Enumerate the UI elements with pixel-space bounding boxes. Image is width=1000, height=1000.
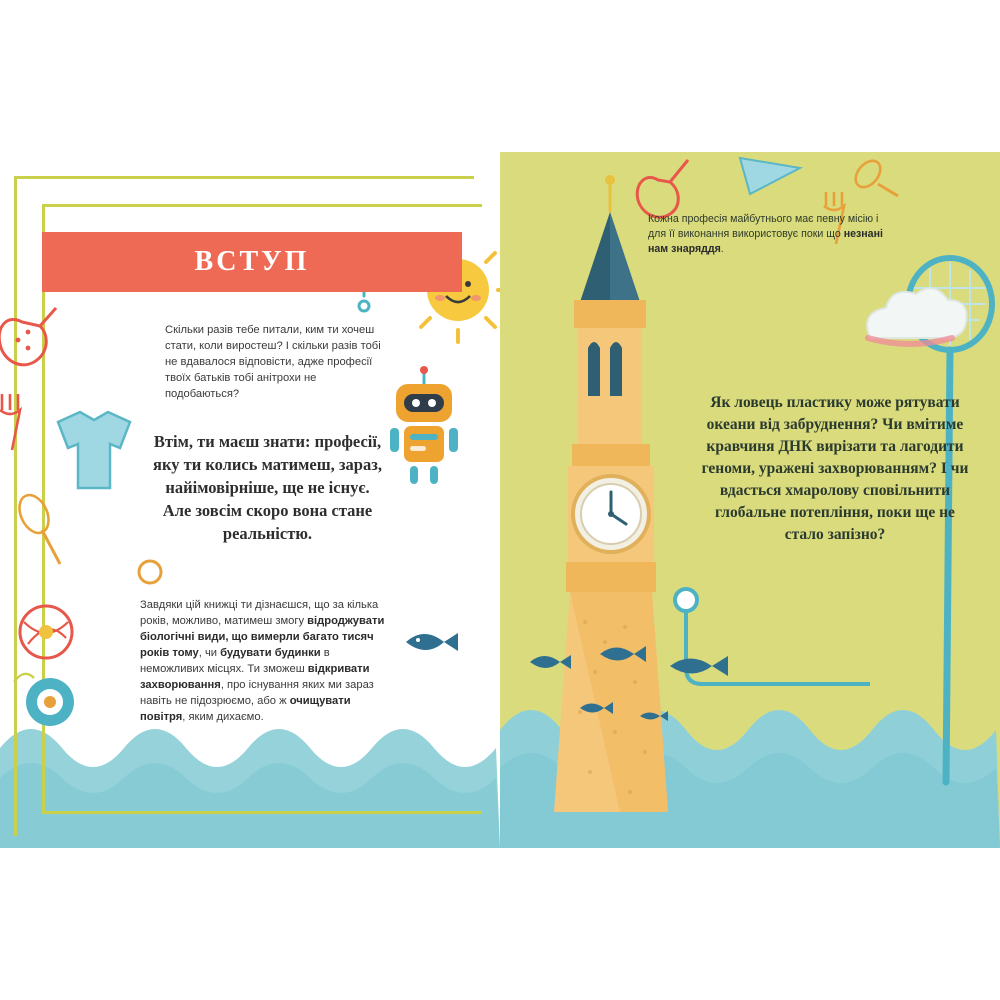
emphasis-text: відроджувати біологічні види, що вимерли багато тисяч років тому <box>140 615 385 659</box>
brush-icon <box>14 490 60 564</box>
intro-paragraph-2 <box>140 597 390 725</box>
plain-text: , яким дихаємо. <box>182 711 264 723</box>
left-page <box>0 152 500 848</box>
right-page <box>500 152 1000 848</box>
right-pull-quote: Як ловець пластику може рятувати океани від забруднення? Чи вмітиме кравчиня ДНК вирізати та лагодити геноми, уражені захворюванням? І чи вдасться хмаролову сповільнити глобальне потепління, поки ще не стало запізно? <box>701 394 969 543</box>
emphasis-text: очищувати повітря <box>140 695 351 723</box>
cloud-icon <box>867 288 966 344</box>
emphasis-text: незнані нам знаряддя <box>648 228 883 255</box>
plain-text: Кожна професія майбутнього має певну місію і для її виконання використовує поки що <box>648 213 879 240</box>
emphasis-text: відкривати захворювання <box>140 663 370 691</box>
intro-pull-quote: Втім, ти маєш знати: професії, яку ти колись матимеш, зараз, найімовірніше, ще не існує. Але зовсім скоро вона стане реальністю. <box>153 432 382 543</box>
emphasis-text: будувати будинки <box>220 647 321 659</box>
page-title: ВСТУП <box>194 246 310 277</box>
plain-text: , чи <box>198 647 221 659</box>
atom-icon <box>14 674 74 726</box>
frame-dot-icon <box>130 552 170 592</box>
plain-text: в неможливих місцях. Ти зможеш <box>140 647 330 675</box>
brush-icon-right <box>851 156 898 196</box>
intro-paragraph-1: Скільки разів тебе питали, ким ти хочеш стати, коли виростеш? І скільки разів тобі не вдавалося відповісти, адже професії твоїх батьків тобі анітрохи не подобаються? <box>165 324 381 400</box>
fish-school-icon <box>520 632 820 742</box>
book-spread <box>0 152 1000 848</box>
palette-icon <box>20 606 72 658</box>
shirt-icon <box>58 412 130 488</box>
plain-text: Завдяки цій книжці ти дізнаєшся, що за кілька років, можливо, матимеш змогу <box>140 599 379 627</box>
right-paragraph-1 <box>648 212 898 257</box>
plain-text: . <box>720 243 724 255</box>
fork-icon <box>0 394 20 450</box>
violin-icon <box>0 308 56 365</box>
plain-text: , про існування яких ми зараз навіть не підозрюємо, або ж <box>140 679 374 707</box>
fish-icon <box>400 622 480 662</box>
guitar-icon <box>637 160 688 217</box>
paper-plane-icon <box>740 158 800 194</box>
